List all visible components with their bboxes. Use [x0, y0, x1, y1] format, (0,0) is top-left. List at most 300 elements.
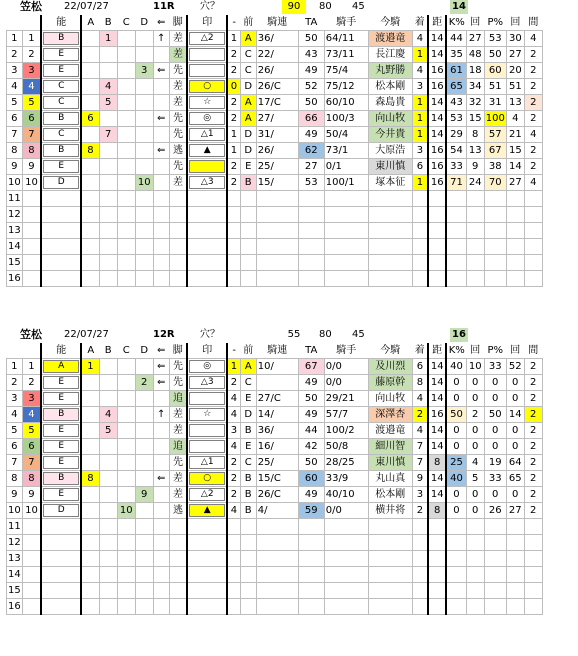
front-grade: C [240, 375, 256, 391]
p-percent [484, 239, 506, 255]
table-row [7, 375, 543, 391]
current-jockey: 丸山真 [368, 471, 412, 487]
jockey-combo: 36/ [256, 31, 298, 47]
jockey-combo [256, 207, 298, 223]
rank-c [117, 423, 135, 439]
count-1 [466, 599, 484, 615]
dash-value: 2 [227, 487, 240, 503]
count-1 [466, 239, 484, 255]
ta-score: 62 [298, 143, 324, 159]
hole-label: 穴？ [200, 329, 220, 340]
jockey-record: 64/11 [324, 31, 368, 47]
waku-number: 10 [22, 503, 41, 519]
rank-c [117, 111, 135, 127]
interval [524, 535, 542, 551]
count-2: 13 [506, 95, 524, 111]
table-row [7, 175, 543, 191]
jockey-combo: 26/ [256, 63, 298, 79]
rank-a [81, 599, 99, 615]
column-header-current-jockey: 今騎 [368, 15, 412, 31]
running-style [169, 519, 187, 535]
k-percent: 35 [446, 47, 466, 63]
arrow-mark [153, 79, 169, 95]
rank-d [135, 143, 153, 159]
k-percent: 65 [446, 79, 466, 95]
arrow-mark [153, 535, 169, 551]
interval: 2 [524, 423, 542, 439]
distance [428, 583, 446, 599]
column-header-current-jockey: 今騎 [368, 343, 412, 359]
distance [428, 519, 446, 535]
ta-score: 60 [298, 471, 324, 487]
rank-b [99, 255, 117, 271]
ability-badge: E [43, 424, 79, 437]
k-percent: 33 [446, 159, 466, 175]
column-header-jockey-record: 騎手 [324, 15, 368, 31]
ability-badge: E [43, 160, 79, 173]
race-table [6, 343, 543, 615]
jockey-record: 73/11 [324, 47, 368, 63]
k-percent: 0 [446, 487, 466, 503]
ta-score: 50 [298, 391, 324, 407]
distance: 14 [428, 423, 446, 439]
race-date: 22/07/27 [64, 1, 109, 12]
jockey-combo [256, 599, 298, 615]
waku-number: 8 [22, 143, 41, 159]
running-style: 追 [169, 439, 187, 455]
arrow-mark: ⇐ [153, 63, 169, 79]
column-header-prediction-mark: 印 [187, 343, 227, 359]
front-grade: E [240, 391, 256, 407]
running-style: 先 [169, 159, 187, 175]
k-percent: 71 [446, 175, 466, 191]
count-2 [506, 519, 524, 535]
column-header-rank-a: A [81, 15, 99, 31]
front-grade [240, 599, 256, 615]
k-percent: 29 [446, 127, 466, 143]
row-number: 16 [7, 599, 23, 615]
prediction-mark [187, 359, 227, 375]
count-1: 0 [466, 503, 484, 519]
running-style: 先 [169, 127, 187, 143]
rank-c [117, 391, 135, 407]
interval [524, 223, 542, 239]
arrow-mark: ⇐ [153, 111, 169, 127]
count-1 [466, 271, 484, 287]
distance: 14 [428, 111, 446, 127]
ta-score: 27 [298, 159, 324, 175]
ability-badge: B [43, 112, 79, 125]
p-percent: 60 [484, 63, 506, 79]
rank-d: 2 [135, 375, 153, 391]
prediction-badge: ○ [189, 472, 225, 485]
running-style: 追 [169, 391, 187, 407]
interval: 2 [524, 455, 542, 471]
table-row [7, 271, 543, 287]
jockey-combo: 15/ [256, 175, 298, 191]
prediction-mark [187, 271, 227, 287]
prediction-mark [187, 207, 227, 223]
column-header-rank-d: D [135, 15, 153, 31]
column-header-rank-b: B [99, 15, 117, 31]
current-jockey [368, 271, 412, 287]
current-jockey: 横井将 [368, 503, 412, 519]
front-grade: C [240, 455, 256, 471]
table-row [7, 159, 543, 175]
arrow-mark: ⇐ [153, 375, 169, 391]
arrow-mark: ↑ [153, 31, 169, 47]
k-percent: 25 [446, 455, 466, 471]
ability-grade [41, 255, 81, 271]
rank-d [135, 31, 153, 47]
rank-c [117, 375, 135, 391]
ability-grade [41, 223, 81, 239]
front-grade: A [240, 359, 256, 375]
rank-b [99, 487, 117, 503]
distance [428, 567, 446, 583]
prediction-badge: △2 [189, 488, 225, 501]
prediction-mark [187, 95, 227, 111]
count-1 [466, 191, 484, 207]
rank-c [117, 223, 135, 239]
p-percent [484, 567, 506, 583]
interval: 2 [524, 471, 542, 487]
arrow-mark [153, 207, 169, 223]
p-percent [484, 191, 506, 207]
jockey-combo [256, 551, 298, 567]
rank-d [135, 79, 153, 95]
dash-value: 4 [227, 503, 240, 519]
waku-number: 3 [22, 391, 41, 407]
jockey-record: 50/4 [324, 127, 368, 143]
score-1: 90 [282, 0, 306, 14]
arrow-mark [153, 487, 169, 503]
rank-d [135, 47, 153, 63]
count-1: 0 [466, 391, 484, 407]
finish: 4 [412, 63, 428, 79]
dash-value [227, 191, 240, 207]
rank-d [135, 407, 153, 423]
front-grade: B [240, 423, 256, 439]
p-percent: 31 [484, 95, 506, 111]
rank-d [135, 255, 153, 271]
ta-score [298, 207, 324, 223]
column-header-row-number [7, 15, 23, 31]
front-grade: A [240, 95, 256, 111]
dash-value: 2 [227, 159, 240, 175]
interval: 2 [524, 95, 542, 111]
rank-c [117, 63, 135, 79]
ta-score: 67 [298, 359, 324, 375]
ability-grade [41, 79, 81, 95]
interval [524, 191, 542, 207]
row-number: 4 [7, 407, 23, 423]
rank-b [99, 47, 117, 63]
prediction-mark [187, 143, 227, 159]
column-header-arrow-mark: ⇐ [153, 15, 169, 31]
dash-value [227, 551, 240, 567]
current-jockey: 向山牧 [368, 111, 412, 127]
table-row [7, 503, 543, 519]
prediction-badge [189, 392, 225, 405]
interval: 2 [524, 407, 542, 423]
ability-badge: C [43, 96, 79, 109]
table-row [7, 391, 543, 407]
table-row [7, 47, 543, 63]
k-percent [446, 223, 466, 239]
count-1: 18 [466, 63, 484, 79]
current-jockey [368, 207, 412, 223]
waku-number [22, 599, 41, 615]
current-jockey: 長江慶 [368, 47, 412, 63]
dash-value: 0 [227, 79, 240, 95]
ability-grade [41, 519, 81, 535]
race-header [0, 0, 578, 14]
row-number: 9 [7, 487, 23, 503]
column-header-arrow-mark: ⇐ [153, 343, 169, 359]
waku-number: 9 [22, 159, 41, 175]
finish [412, 191, 428, 207]
jockey-record [324, 551, 368, 567]
count-2: 0 [506, 391, 524, 407]
ta-score: 59 [298, 503, 324, 519]
dash-value [227, 239, 240, 255]
k-percent: 43 [446, 95, 466, 111]
ability-badge: E [43, 440, 79, 453]
k-percent: 61 [446, 63, 466, 79]
ability-grade [41, 503, 81, 519]
column-header-jockey-record: 騎手 [324, 343, 368, 359]
distance [428, 271, 446, 287]
distance: 14 [428, 127, 446, 143]
ability-badge: E [43, 376, 79, 389]
distance-count: 16 [450, 328, 468, 342]
distance: 14 [428, 359, 446, 375]
rank-c [117, 599, 135, 615]
ability-badge: C [43, 80, 79, 93]
dash-value: 4 [227, 391, 240, 407]
count-2: 65 [506, 471, 524, 487]
rank-c [117, 255, 135, 271]
distance: 14 [428, 471, 446, 487]
current-jockey: 大原浩 [368, 143, 412, 159]
rank-b [99, 471, 117, 487]
rank-d [135, 239, 153, 255]
count-2: 27 [506, 503, 524, 519]
dash-value [227, 599, 240, 615]
column-header-row [7, 15, 543, 31]
current-jockey: 渡邉竜 [368, 423, 412, 439]
count-2: 27 [506, 47, 524, 63]
rank-d [135, 127, 153, 143]
table-row [7, 79, 543, 95]
interval [524, 255, 542, 271]
arrow-mark [153, 239, 169, 255]
prediction-mark [187, 407, 227, 423]
rank-b: 1 [99, 31, 117, 47]
prediction-mark [187, 423, 227, 439]
row-number: 1 [7, 31, 23, 47]
table-row [7, 207, 543, 223]
race-number: 11R [153, 1, 175, 12]
ta-score [298, 567, 324, 583]
finish: 3 [412, 79, 428, 95]
rank-c [117, 487, 135, 503]
current-jockey [368, 535, 412, 551]
current-jockey [368, 583, 412, 599]
score-3: 45 [352, 1, 365, 12]
current-jockey [368, 551, 412, 567]
distance [428, 535, 446, 551]
score-2: 80 [319, 1, 332, 12]
rank-a [81, 207, 99, 223]
waku-number: 2 [22, 47, 41, 63]
rank-a: 1 [81, 359, 99, 375]
rank-a [81, 455, 99, 471]
jockey-combo: 26/ [256, 143, 298, 159]
jockey-combo [256, 191, 298, 207]
arrow-mark [153, 47, 169, 63]
jockey-record: 75/12 [324, 79, 368, 95]
current-jockey: 細川智 [368, 439, 412, 455]
rank-b: 7 [99, 127, 117, 143]
ability-grade [41, 423, 81, 439]
ability-grade [41, 375, 81, 391]
rank-c [117, 567, 135, 583]
ability-grade [41, 391, 81, 407]
count-2 [506, 207, 524, 223]
ability-grade [41, 407, 81, 423]
ability-grade [41, 63, 81, 79]
finish: 1 [412, 127, 428, 143]
prediction-mark [187, 455, 227, 471]
rank-a [81, 503, 99, 519]
arrow-mark: ⇐ [153, 143, 169, 159]
arrow-mark [153, 223, 169, 239]
jockey-combo: 25/ [256, 455, 298, 471]
count-2: 15 [506, 143, 524, 159]
waku-number [22, 191, 41, 207]
interval [524, 271, 542, 287]
jockey-combo [256, 535, 298, 551]
p-percent: 19 [484, 455, 506, 471]
interval: 2 [524, 359, 542, 375]
p-percent: 50 [484, 47, 506, 63]
prediction-mark [187, 567, 227, 583]
rank-a [81, 583, 99, 599]
finish: 6 [412, 359, 428, 375]
k-percent: 40 [446, 359, 466, 375]
k-percent: 54 [446, 143, 466, 159]
table-row [7, 191, 543, 207]
front-grade: B [240, 503, 256, 519]
rank-d [135, 191, 153, 207]
ability-badge: B [43, 472, 79, 485]
prediction-mark [187, 127, 227, 143]
p-percent: 26 [484, 503, 506, 519]
rank-a [81, 159, 99, 175]
dash-value: 2 [227, 63, 240, 79]
arrow-mark [153, 391, 169, 407]
current-jockey: 及川烈 [368, 359, 412, 375]
k-percent [446, 551, 466, 567]
distance: 14 [428, 31, 446, 47]
running-style: 先 [169, 111, 187, 127]
jockey-record: 57/7 [324, 407, 368, 423]
waku-number: 3 [22, 63, 41, 79]
current-jockey [368, 599, 412, 615]
ta-score: 50 [298, 455, 324, 471]
jockey-combo: 14/ [256, 407, 298, 423]
count-2 [506, 567, 524, 583]
running-style: 差 [169, 79, 187, 95]
running-style: 差 [169, 47, 187, 63]
p-percent: 67 [484, 143, 506, 159]
current-jockey: 丸野勝 [368, 63, 412, 79]
ta-score: 50 [298, 95, 324, 111]
front-grade [240, 239, 256, 255]
jockey-combo: 36/ [256, 423, 298, 439]
waku-number [22, 583, 41, 599]
arrow-mark [153, 551, 169, 567]
current-jockey [368, 519, 412, 535]
ability-grade [41, 111, 81, 127]
column-header-finish: 着 [412, 15, 428, 31]
interval: 2 [524, 375, 542, 391]
jockey-record [324, 239, 368, 255]
interval [524, 599, 542, 615]
count-2 [506, 191, 524, 207]
distance: 8 [428, 455, 446, 471]
finish: 1 [412, 47, 428, 63]
row-number: 13 [7, 551, 23, 567]
prediction-mark [187, 375, 227, 391]
ta-score [298, 255, 324, 271]
row-number: 9 [7, 159, 23, 175]
ta-score: 44 [298, 423, 324, 439]
current-jockey: 東川慎 [368, 455, 412, 471]
front-grade: D [240, 143, 256, 159]
jockey-record: 50/8 [324, 439, 368, 455]
finish: 1 [412, 111, 428, 127]
row-number: 6 [7, 439, 23, 455]
column-header-interval: 間 [524, 343, 542, 359]
count-2: 51 [506, 79, 524, 95]
jockey-record: 0/1 [324, 159, 368, 175]
ability-grade [41, 127, 81, 143]
prediction-badge: △3 [189, 376, 225, 389]
rank-a: 8 [81, 471, 99, 487]
front-grade [240, 535, 256, 551]
dash-value: 1 [227, 127, 240, 143]
arrow-mark [153, 127, 169, 143]
dash-value: 2 [227, 47, 240, 63]
front-grade [240, 191, 256, 207]
ability-badge: E [43, 48, 79, 61]
distance-count: 14 [450, 0, 468, 14]
row-number: 11 [7, 519, 23, 535]
column-header-finish: 着 [412, 343, 428, 359]
front-grade: A [240, 111, 256, 127]
rank-d [135, 359, 153, 375]
ability-grade [41, 583, 81, 599]
k-percent [446, 207, 466, 223]
row-number: 11 [7, 191, 23, 207]
prediction-mark [187, 159, 227, 175]
column-header-ta-score: TA [298, 343, 324, 359]
rank-a [81, 191, 99, 207]
running-style [169, 567, 187, 583]
